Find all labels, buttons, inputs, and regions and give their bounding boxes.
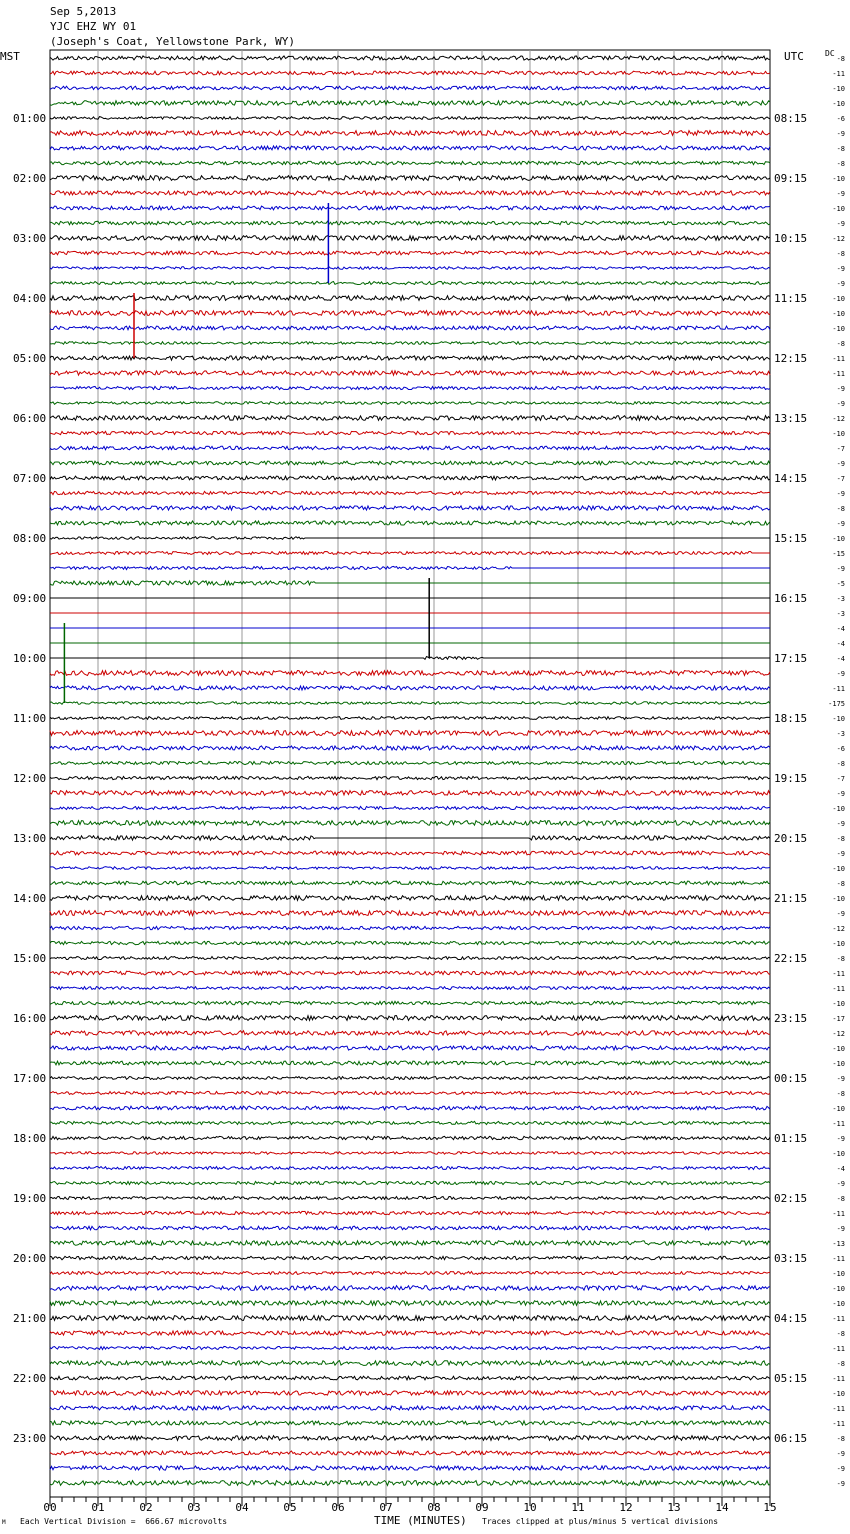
dc-offset-label: -8	[836, 55, 845, 63]
trace-91	[50, 1421, 770, 1425]
dc-offset-label: -10	[832, 715, 845, 723]
trace-5	[50, 131, 770, 136]
dc-offset-label: -10	[832, 1270, 845, 1278]
trace-28	[50, 476, 770, 480]
trace-47	[50, 761, 770, 764]
corner-mark: M	[2, 1519, 6, 1526]
dc-offset-label: -4	[836, 640, 845, 648]
dc-offset-label: -10	[832, 430, 845, 438]
x-tick-label: 09	[475, 1501, 489, 1514]
trace-7	[50, 161, 770, 165]
x-tick-label: 10	[523, 1501, 537, 1514]
dc-offset-label: -6	[836, 115, 845, 123]
dc-offset-label: -9	[836, 850, 845, 858]
left-hour-label: 01:00	[13, 112, 47, 125]
trace-26	[50, 446, 770, 450]
trace-50	[50, 806, 770, 809]
left-hour-label: 11:00	[13, 712, 47, 725]
right-hour-label: 23:15	[774, 1012, 808, 1025]
trace-17	[50, 311, 770, 316]
trace-48	[50, 776, 770, 779]
x-tick-label: 08	[427, 1501, 441, 1514]
dc-offset-label: -9	[836, 1480, 845, 1488]
header-station: YJC EHZ WY 01	[50, 20, 137, 33]
dc-offset-label: -8	[836, 1435, 845, 1443]
dc-offset-label: -3	[836, 730, 845, 738]
left-hour-label: 23:00	[13, 1432, 47, 1445]
right-hour-label: 13:15	[774, 412, 808, 425]
right-hour-label: 11:15	[774, 292, 808, 305]
x-tick-label: 13	[667, 1501, 681, 1514]
right-zone-label: UTC	[784, 50, 804, 63]
header-date: Sep 5,2013	[50, 5, 117, 18]
dc-offset-label: -9	[836, 670, 845, 678]
left-hour-label: 10:00	[13, 652, 47, 665]
x-tick-label: 01	[91, 1501, 105, 1514]
left-hour-label: 04:00	[13, 292, 47, 305]
trace-9	[50, 191, 770, 195]
dc-offset-label: -10	[832, 100, 845, 108]
dc-offset-label: -11	[832, 1255, 845, 1263]
trace-13	[50, 251, 770, 255]
dc-offset-label: -9	[836, 790, 845, 798]
trace-60	[50, 956, 770, 959]
trace-64	[50, 1016, 770, 1021]
x-tick-label: 00	[43, 1501, 57, 1514]
left-hour-label: 02:00	[13, 172, 47, 185]
x-tick-label: 12	[619, 1501, 633, 1514]
right-hour-label: 17:15	[774, 652, 808, 665]
dc-offset-label: -10	[832, 85, 845, 93]
dc-offset-label: -17	[832, 1015, 845, 1023]
dc-offset-label: -10	[832, 1285, 845, 1293]
trace-18	[50, 326, 770, 330]
dc-offset-label: -8	[836, 760, 845, 768]
dc-offset-label: -10	[832, 1150, 845, 1158]
trace-88	[50, 1376, 770, 1380]
x-axis-label: TIME (MINUTES)	[374, 1514, 467, 1527]
dc-offset-label: -10	[832, 1300, 845, 1308]
trace-68	[50, 1077, 770, 1080]
dc-offset-label: -8	[836, 1330, 845, 1338]
right-hour-label: 05:15	[774, 1372, 808, 1385]
dc-offset-label: -9	[836, 910, 845, 918]
trace-59	[50, 941, 770, 944]
dc-offset-label: -8	[836, 835, 845, 843]
dc-offset-label: -10	[832, 175, 845, 183]
trace-73	[50, 1152, 770, 1155]
dc-offset-label: -12	[832, 1030, 845, 1038]
right-hour-label: 04:15	[774, 1312, 808, 1325]
dc-offset-label: -10	[832, 295, 845, 303]
dc-offset-label: -10	[832, 1045, 845, 1053]
dc-offset-label: -9	[836, 1135, 845, 1143]
trace-14	[50, 267, 770, 270]
dc-offset-label: -11	[832, 985, 845, 993]
trace-19	[50, 342, 770, 345]
trace-1	[50, 71, 770, 75]
right-hour-label: 19:15	[774, 772, 808, 785]
trace-70	[50, 1106, 770, 1110]
dc-offset-label: -175	[828, 700, 845, 708]
dc-offset-label: -12	[832, 415, 845, 423]
trace-83	[50, 1301, 770, 1306]
dc-offset-label: -8	[836, 880, 845, 888]
trace-43	[50, 702, 770, 705]
trace-27	[50, 461, 770, 465]
left-hour-label: 18:00	[13, 1132, 47, 1145]
trace-35	[50, 581, 770, 585]
dc-offset-label: -8	[836, 1090, 845, 1098]
x-tick-label: 15	[763, 1501, 777, 1514]
right-hour-label: 08:15	[774, 112, 808, 125]
dc-offset-label: -9	[836, 385, 845, 393]
dc-offset-label: -11	[832, 1315, 845, 1323]
trace-41	[50, 671, 770, 676]
trace-45	[50, 731, 770, 736]
trace-51	[50, 821, 770, 826]
dc-offset-label: -10	[832, 535, 845, 543]
dc-offset-label: -10	[832, 205, 845, 213]
left-hour-label: 22:00	[13, 1372, 47, 1385]
dc-offset-label: -11	[832, 1120, 845, 1128]
trace-84	[50, 1316, 770, 1321]
trace-89	[50, 1391, 770, 1395]
trace-72	[50, 1136, 770, 1139]
right-hour-label: 20:15	[774, 832, 808, 845]
scale-note: Each Vertical Division = 666.67 microvolts	[20, 1517, 228, 1526]
dc-offset-label: -9	[836, 280, 845, 288]
dc-offset-label: -9	[836, 1075, 845, 1083]
trace-22	[50, 386, 770, 389]
right-hour-label: 15:15	[774, 532, 808, 545]
dc-offset-label: -11	[832, 355, 845, 363]
trace-94	[50, 1466, 770, 1470]
dc-offset-label: -11	[832, 1210, 845, 1218]
dc-offset-label: -9	[836, 1450, 845, 1458]
trace-12	[50, 236, 770, 241]
left-hour-label: 21:00	[13, 1312, 47, 1325]
trace-78	[50, 1226, 770, 1230]
trace-33	[50, 551, 770, 554]
left-hour-label: 17:00	[13, 1072, 47, 1085]
dc-offset-label: -4	[836, 625, 845, 633]
trace-74	[50, 1166, 770, 1169]
trace-6	[50, 146, 770, 150]
trace-61	[50, 971, 770, 975]
trace-86	[50, 1346, 770, 1349]
trace-62	[50, 987, 770, 990]
trace-79	[50, 1241, 770, 1246]
trace-80	[50, 1256, 770, 1259]
left-hour-label: 09:00	[13, 592, 47, 605]
dc-offset-label: -8	[836, 250, 845, 258]
dc-offset-label: -13	[832, 1240, 845, 1248]
trace-67	[50, 1061, 770, 1065]
dc-offset-label: -4	[836, 1165, 845, 1173]
right-hour-label: 18:15	[774, 712, 808, 725]
left-hour-label: 06:00	[13, 412, 47, 425]
trace-66	[50, 1046, 770, 1050]
trace-23	[50, 402, 770, 405]
trace-76	[50, 1196, 770, 1199]
trace-40	[50, 657, 770, 660]
trace-25	[50, 431, 770, 434]
clip-note: Traces clipped at plus/minus 5 vertical divisions	[482, 1517, 719, 1526]
trace-65	[50, 1031, 770, 1036]
right-hour-label: 16:15	[774, 592, 808, 605]
dc-offset-label: -9	[836, 490, 845, 498]
dc-offset-label: -11	[832, 1405, 845, 1413]
dc-offset-label: -9	[836, 820, 845, 828]
x-tick-label: 02	[139, 1501, 153, 1514]
x-tick-label: 06	[331, 1501, 345, 1514]
dc-offset-label: -10	[832, 1390, 845, 1398]
dc-offset-label: -10	[832, 865, 845, 873]
trace-52	[50, 836, 770, 841]
trace-8	[50, 176, 770, 181]
dc-offset-label: -8	[836, 955, 845, 963]
dc-offset-label: -7	[836, 475, 845, 483]
trace-77	[50, 1211, 770, 1214]
left-hour-label: 19:00	[13, 1192, 47, 1205]
trace-63	[50, 1001, 770, 1004]
dc-offset-label: -6	[836, 745, 845, 753]
left-hour-label: 05:00	[13, 352, 47, 365]
dc-offset-label: -15	[832, 550, 845, 558]
right-hour-label: 01:15	[774, 1132, 808, 1145]
dc-label: DC	[825, 49, 835, 58]
left-zone-label: MST	[0, 50, 20, 63]
dc-offset-label: -9	[836, 1180, 845, 1188]
dc-offset-label: -9	[836, 520, 845, 528]
header-location: (Joseph's Coat, Yellowstone Park, WY)	[50, 35, 296, 48]
right-hour-label: 10:15	[774, 232, 808, 245]
left-hour-label: 07:00	[13, 472, 47, 485]
dc-offset-label: -8	[836, 145, 845, 153]
x-tick-label: 03	[187, 1501, 201, 1514]
left-hour-label: 20:00	[13, 1252, 47, 1265]
right-hour-label: 09:15	[774, 172, 808, 185]
trace-90	[50, 1406, 770, 1410]
x-tick-label: 07	[379, 1501, 393, 1514]
right-hour-label: 03:15	[774, 1252, 808, 1265]
left-hour-label: 16:00	[13, 1012, 47, 1025]
right-hour-label: 14:15	[774, 472, 808, 485]
x-tick-label: 14	[715, 1501, 729, 1514]
dc-offset-label: -8	[836, 1360, 845, 1368]
dc-offset-label: -7	[836, 775, 845, 783]
trace-32	[50, 537, 770, 540]
left-hour-label: 14:00	[13, 892, 47, 905]
trace-54	[50, 867, 770, 870]
right-hour-label: 21:15	[774, 892, 808, 905]
dc-offset-label: -5	[836, 580, 845, 588]
trace-53	[50, 851, 770, 855]
trace-93	[50, 1451, 770, 1455]
left-hour-label: 12:00	[13, 772, 47, 785]
trace-57	[50, 911, 770, 916]
dc-offset-label: -11	[832, 1345, 845, 1353]
dc-offset-label: -9	[836, 220, 845, 228]
left-hour-label: 13:00	[13, 832, 47, 845]
trace-21	[50, 371, 770, 375]
dc-offset-label: -10	[832, 940, 845, 948]
left-hour-label: 15:00	[13, 952, 47, 965]
trace-0	[50, 56, 770, 60]
trace-46	[50, 746, 770, 750]
dc-offset-label: -10	[832, 895, 845, 903]
dc-offset-label: -12	[832, 925, 845, 933]
trace-16	[50, 296, 770, 301]
right-hour-label: 02:15	[774, 1192, 808, 1205]
dc-offset-label: -3	[836, 595, 845, 603]
dc-offset-label: -11	[832, 1420, 845, 1428]
dc-offset-label: -10	[832, 1060, 845, 1068]
trace-69	[50, 1091, 770, 1094]
dc-offset-label: -10	[832, 805, 845, 813]
dc-offset-label: -7	[836, 445, 845, 453]
trace-29	[50, 491, 770, 494]
dc-offset-label: -11	[832, 370, 845, 378]
dc-offset-label: -10	[832, 1000, 845, 1008]
trace-20	[50, 356, 770, 360]
trace-87	[50, 1361, 770, 1366]
right-hour-label: 06:15	[774, 1432, 808, 1445]
dc-offset-label: -11	[832, 70, 845, 78]
x-tick-label: 11	[571, 1501, 585, 1514]
trace-24	[50, 416, 770, 421]
right-hour-label: 22:15	[774, 952, 808, 965]
dc-offset-label: -12	[832, 235, 845, 243]
x-tick-label: 04	[235, 1501, 249, 1514]
dc-offset-label: -8	[836, 160, 845, 168]
trace-82	[50, 1286, 770, 1291]
trace-58	[50, 926, 770, 929]
trace-10	[50, 206, 770, 210]
dc-offset-label: -9	[836, 130, 845, 138]
trace-3	[50, 101, 770, 106]
dc-offset-label: -9	[836, 1465, 845, 1473]
dc-offset-label: -8	[836, 1195, 845, 1203]
dc-offset-label: -3	[836, 610, 845, 618]
trace-81	[50, 1271, 770, 1274]
trace-11	[50, 221, 770, 225]
left-hour-label: 03:00	[13, 232, 47, 245]
trace-95	[50, 1481, 770, 1486]
dc-offset-label: -10	[832, 1105, 845, 1113]
trace-75	[50, 1181, 770, 1184]
right-hour-label: 12:15	[774, 352, 808, 365]
trace-30	[50, 506, 770, 510]
dc-offset-label: -11	[832, 970, 845, 978]
dc-offset-label: -10	[832, 325, 845, 333]
dc-offset-label: -10	[832, 310, 845, 318]
dc-offset-label: -8	[836, 340, 845, 348]
dc-offset-label: -9	[836, 565, 845, 573]
trace-49	[50, 791, 770, 796]
x-tick-label: 05	[283, 1501, 297, 1514]
dc-offset-label: -8	[836, 505, 845, 513]
dc-offset-label: -11	[832, 1375, 845, 1383]
dc-offset-label: -9	[836, 460, 845, 468]
right-hour-label: 00:15	[774, 1072, 808, 1085]
trace-31	[50, 521, 770, 525]
trace-55	[50, 881, 770, 885]
dc-offset-label: -11	[832, 685, 845, 693]
trace-34	[50, 566, 770, 569]
dc-offset-label: -9	[836, 265, 845, 273]
dc-offset-label: -9	[836, 1225, 845, 1233]
trace-42	[50, 686, 770, 690]
trace-85	[50, 1331, 770, 1335]
trace-2	[50, 86, 770, 90]
trace-15	[50, 281, 770, 284]
dc-offset-label: -4	[836, 655, 845, 663]
trace-44	[50, 717, 770, 720]
dc-offset-label: -9	[836, 400, 845, 408]
left-hour-label: 08:00	[13, 532, 47, 545]
trace-56	[50, 896, 770, 901]
trace-71	[50, 1121, 770, 1124]
trace-92	[50, 1436, 770, 1441]
dc-offset-label: -9	[836, 190, 845, 198]
trace-4	[50, 117, 770, 120]
